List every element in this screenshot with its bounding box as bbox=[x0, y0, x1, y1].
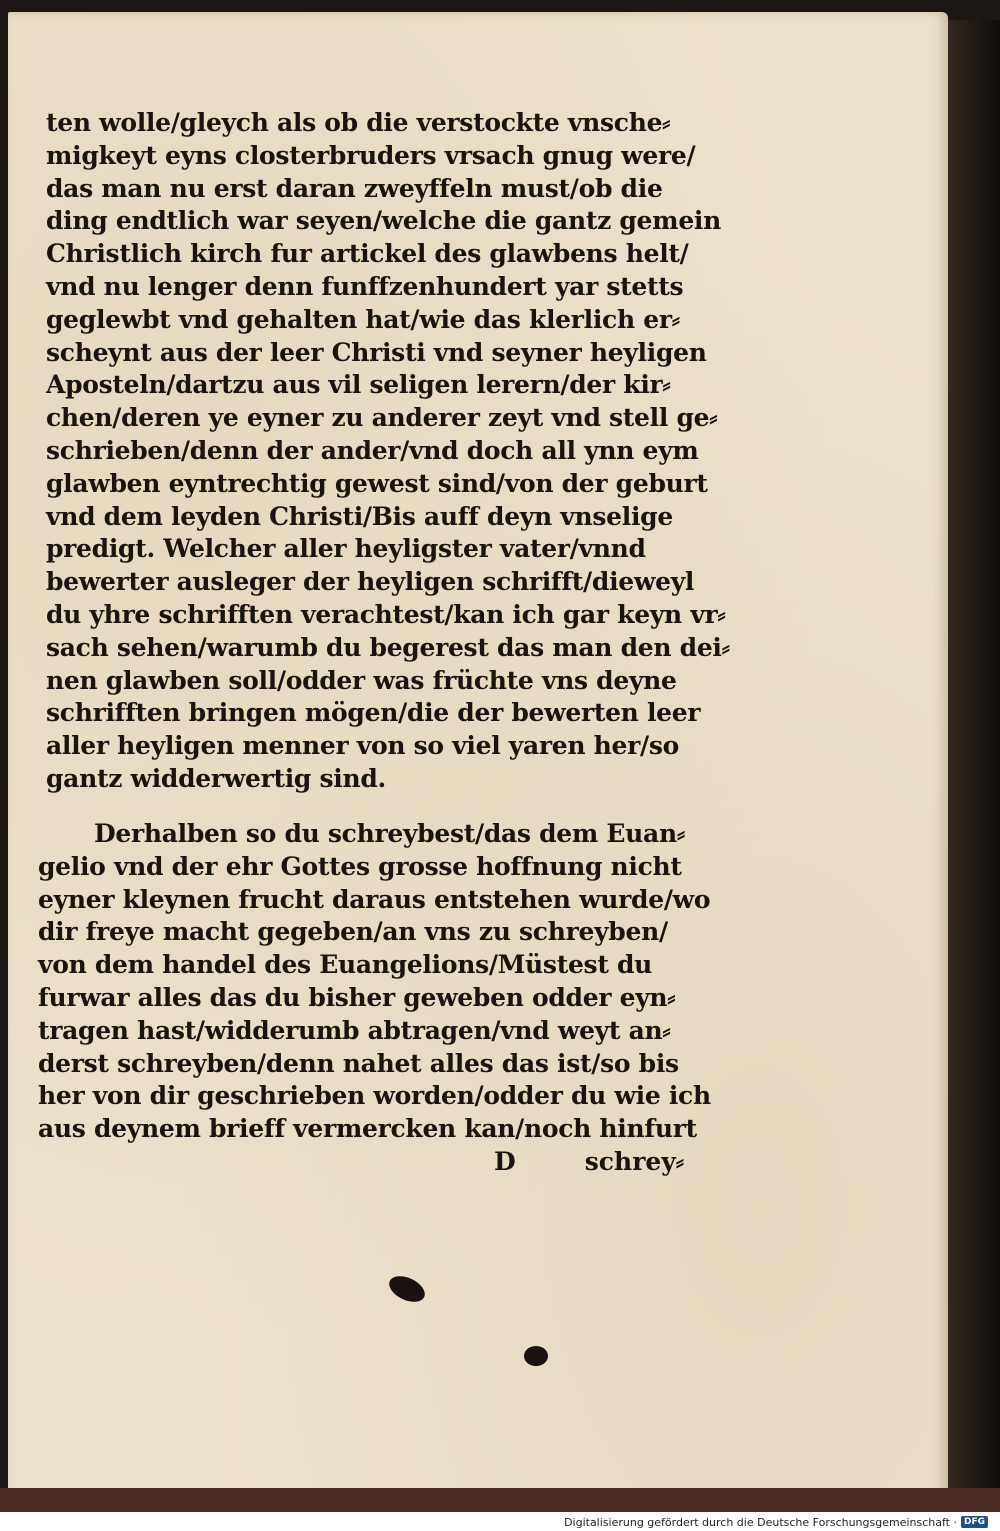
text-line: bewerter ausleger der heyligen schrifft/dieweyl bbox=[46, 567, 695, 597]
text-line: gelio vnd der ehr Gottes grosse hoffnung nicht bbox=[38, 851, 682, 881]
text-line: schrifften bringen mögen/die der bewerten leer bbox=[46, 698, 701, 728]
text-line: das man nu erst daran zweyffeln must/ob die bbox=[46, 173, 663, 203]
book-cover-strip bbox=[0, 1488, 1000, 1512]
text-line: nen glawben soll/odder was früchte vns deyne bbox=[46, 665, 677, 695]
text-line: chen/deren ye eyner zu anderer zeyt vnd stell ge⸗ bbox=[46, 403, 718, 433]
text-line: Christlich kirch fur artickel des glawbens helt/ bbox=[46, 239, 689, 269]
text-line: schrieben/denn der ander/vnd doch all ynn eym bbox=[46, 435, 699, 465]
text-line: du yhre schrifften verachtest/kan ich gar keyn vr⸗ bbox=[46, 599, 726, 629]
text-line: ten wolle/gleych als ob die verstockte vnsche⸗ bbox=[46, 108, 671, 137]
text-line: Derhalben so du schreybest/das dem Euan⸗ bbox=[94, 819, 685, 848]
text-line: derst schreyben/denn nahet alles das ist/so bis bbox=[38, 1048, 679, 1078]
text-line: predigt. Welcher aller heyligster vater/vnnd bbox=[46, 534, 646, 564]
text-line: gantz widderwertig sind. bbox=[46, 763, 386, 793]
text-line: migkeyt eyns closterbruders vrsach gnug were/ bbox=[46, 140, 696, 170]
text-line: vnd nu lenger denn funffzenhundert yar stetts bbox=[46, 271, 684, 301]
text-line: glawben eyntrechtig gewest sind/von der geburt bbox=[46, 468, 708, 498]
text-line: ding endtlich war seyen/welche die gantz gemein bbox=[46, 206, 721, 236]
credit-text: Digitalisierung gefördert durch die Deutsche Forschungsgemeinschaft · bbox=[564, 1515, 957, 1529]
text-line: furwar alles das du bisher geweben odder eyn⸗ bbox=[38, 982, 676, 1012]
digitization-credit bbox=[564, 1514, 988, 1530]
text-line: aller heyligen menner von so viel yaren her/so bbox=[46, 731, 680, 761]
text-line: Aposteln/dartzu aus vil seligen lerern/der kir⸗ bbox=[46, 370, 671, 400]
signature-mark: D bbox=[494, 1147, 516, 1176]
catchword: schrey⸗ bbox=[584, 1147, 685, 1176]
paragraph-two bbox=[38, 818, 711, 1146]
text-line: geglewbt vnd gehalten hat/wie das klerlich er⸗ bbox=[46, 304, 680, 334]
text-line: tragen hast/widderumb abtragen/vnd weyt an⸗ bbox=[38, 1015, 671, 1045]
text-line: eyner kleynen frucht daraus entstehen wurde/wo bbox=[38, 884, 711, 914]
paragraph-one bbox=[46, 107, 730, 796]
ink-blot bbox=[524, 1346, 548, 1366]
text-line: her von dir geschrieben worden/odder du wie ich bbox=[38, 1081, 711, 1111]
text-line: von dem handel des Euangelions/Müstest du bbox=[38, 950, 653, 980]
text-line: aus deynem brieff vermercken kan/noch hinfurt bbox=[38, 1114, 697, 1144]
text-line: vnd dem leyden Christi/Bis auff deyn vnselige bbox=[46, 501, 673, 531]
page-edge-shadow bbox=[940, 20, 1000, 1510]
dfg-logo-icon: DFG bbox=[961, 1516, 988, 1528]
page-footer-marks bbox=[494, 1147, 684, 1177]
text-line: sach sehen/warumb du begerest das man den dei⸗ bbox=[46, 632, 730, 662]
text-line: scheynt aus der leer Christi vnd seyner heyligen bbox=[46, 337, 707, 367]
text-line: dir freye macht gegeben/an vns zu schreyben/ bbox=[38, 917, 668, 947]
